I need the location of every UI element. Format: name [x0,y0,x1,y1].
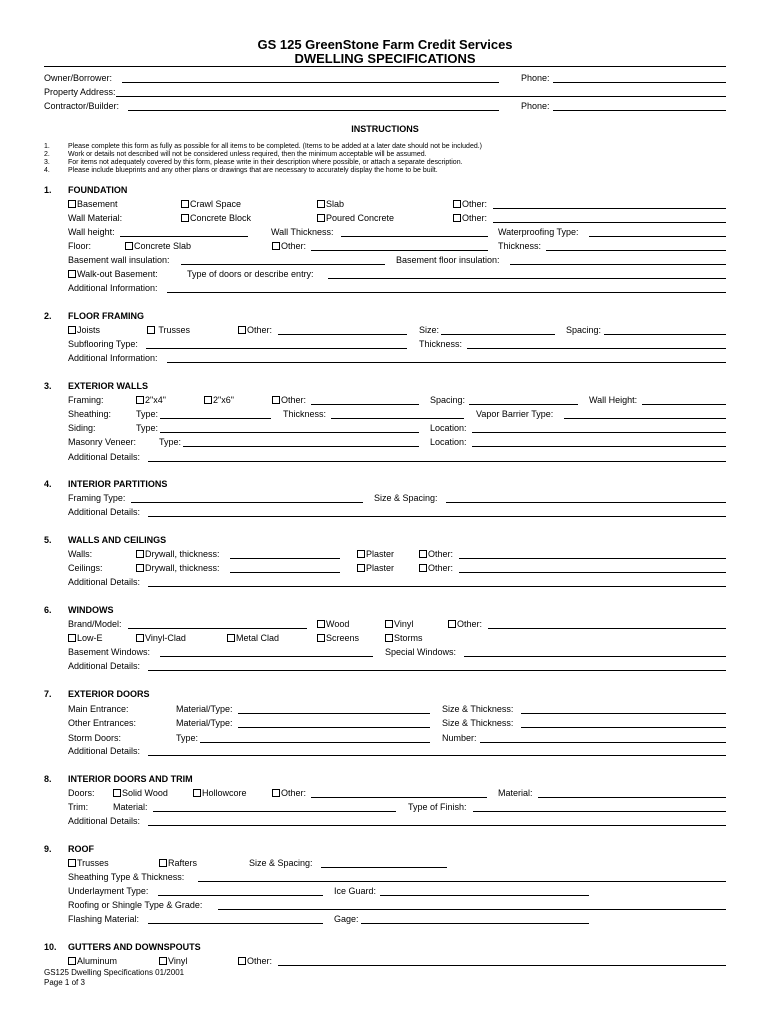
waterproofing-label: Waterproofing Type: [498,227,579,237]
basement-wall-insulation-field[interactable] [181,255,385,265]
section-number: 3. [44,381,52,391]
floor-thickness-field[interactable] [546,241,726,251]
vapor-barrier-field[interactable] [564,409,726,419]
partitions-additional-label: Additional Details: [68,507,141,517]
partition-size-spacing-label: Size & Spacing: [374,493,438,503]
other-size-field[interactable] [521,718,726,728]
flashing-field[interactable] [148,914,323,924]
screens-checkbox[interactable]: Screens [317,633,359,643]
instruction-num: 2. [44,151,50,158]
interior-doors-additional-label: Additional Details: [68,816,141,826]
instructions-heading: INSTRUCTIONS [351,124,419,134]
phone-field[interactable] [553,73,726,83]
section-number: 9. [44,844,52,854]
joist-spacing-field[interactable] [604,325,726,335]
framing-label: Framing: [68,395,104,405]
ice-guard-label: Ice Guard: [334,886,377,896]
walls-label: Walls: [68,549,93,559]
main-size-label: Size & Thickness: [442,704,514,714]
sheathing-label: Sheathing: [68,409,112,419]
subflooring-field[interactable] [146,339,407,349]
instruction-num: 3. [44,159,50,166]
floor-framing-other-field[interactable] [278,325,407,335]
joist-size-label: Size: [419,325,440,335]
instruction-num: 1. [44,143,50,150]
masonry-veneer-label: Masonry Veneer: [68,437,137,447]
storm-type-field[interactable] [200,733,430,743]
joist-size-field[interactable] [441,325,555,335]
window-other-field[interactable] [488,619,726,629]
basement-floor-insulation-field[interactable] [510,255,726,265]
main-entrance-label: Main Entrance: [68,704,129,714]
subfloor-thickness-label: Thickness: [419,339,463,349]
underlayment-field[interactable] [158,886,323,896]
ceilings-other-checkbox[interactable]: Other: [419,563,453,573]
floor-framing-other-checkbox[interactable]: Other: [238,325,272,335]
wood-checkbox[interactable]: Wood [317,619,349,629]
underlayment-label: Underlayment Type: [68,886,149,896]
walls-ceilings-additional-label: Additional Details: [68,577,141,587]
special-windows-field[interactable] [464,647,726,657]
interior-doors-other-checkbox[interactable]: Other: [272,788,306,798]
walls-other-checkbox[interactable]: Other: [419,549,453,559]
owner-field[interactable] [122,73,499,83]
wall-material-other-field[interactable] [493,213,726,223]
roof-size-spacing-field[interactable] [321,858,447,868]
basement-floor-insulation-label: Basement floor insulation: [396,255,500,265]
section-number: 1. [44,185,52,195]
basement-windows-label: Basement Windows: [68,647,151,657]
special-windows-label: Special Windows: [385,647,457,657]
2x4-checkbox[interactable]: 2"x4" [136,395,166,405]
phone-label: Phone: [521,73,550,83]
subfloor-thickness-field[interactable] [467,339,726,349]
gutter-other-checkbox[interactable]: Other: [238,956,272,966]
section-number: 6. [44,605,52,615]
metal-clad-checkbox[interactable]: Metal Clad [227,633,279,643]
gage-label: Gage: [334,914,359,924]
wall-material-other-checkbox[interactable]: Other: [453,213,487,223]
waterproofing-field[interactable] [589,227,726,237]
section-number: 2. [44,311,52,321]
header-rule [44,66,726,67]
walls-drywall-checkbox[interactable]: Drywall, thickness: [136,549,220,559]
section-number: 7. [44,689,52,699]
siding-label: Siding: [68,423,96,433]
door-type-label: Type of doors or describe entry: [187,269,314,279]
roof-trusses-checkbox[interactable]: Trusses [68,858,109,868]
ext-wall-height-label: Wall Height: [589,395,638,405]
2x6-checkbox[interactable]: 2"x6" [204,395,234,405]
window-vinyl-checkbox[interactable]: Vinyl [385,619,413,629]
stud-spacing-label: Spacing: [430,395,466,405]
other-material-label: Material/Type: [176,718,233,728]
wall-thickness-field[interactable] [341,227,488,237]
section-number: 8. [44,774,52,784]
sheathing-type-label: Type: [136,409,159,419]
instruction-text: Please include blueprints and any other plans or drawings that are necessary to accurately display the home to be built. [68,167,438,174]
poured-concrete-checkbox[interactable]: Poured Concrete [317,213,394,223]
section-number: 4. [44,479,52,489]
foundation-additional-label: Additional Information: [68,283,158,293]
floor-thickness-label: Thickness: [498,241,542,251]
sheathing-thickness-label: Thickness: [283,409,327,419]
roofing-grade-field[interactable] [218,900,726,910]
joist-spacing-label: Spacing: [566,325,602,335]
other-entrances-label: Other Entrances: [68,718,137,728]
floor-framing-additional-field[interactable] [167,353,726,363]
masonry-location-field[interactable] [472,437,726,447]
subflooring-label: Subflooring Type: [68,339,138,349]
interior-partitions-heading: INTERIOR PARTITIONS [68,479,168,489]
section-number: 10. [44,942,57,952]
aluminum-checkbox[interactable]: Aluminum [68,956,117,966]
storm-type-label: Type: [176,733,199,743]
instruction-text: For items not adequately covered by this form, please write in their description where possible, or attach a separate description. [68,159,463,166]
form-title: GS 125 GreenStone Farm Credit Services [257,37,513,52]
footer-form-id: GS125 Dwelling Specifications 01/2001 [44,968,185,977]
siding-type-field[interactable] [160,423,419,433]
rafters-checkbox[interactable]: Rafters [159,858,197,868]
brand-model-field[interactable] [128,619,307,629]
sheathing-thickness-field[interactable] [331,409,464,419]
vinyl-clad-checkbox[interactable]: Vinyl-Clad [136,633,186,643]
exterior-walls-heading: EXTERIOR WALLS [68,381,149,391]
contractor-label: Contractor/Builder: [44,101,120,111]
walls-other-field[interactable] [459,549,726,559]
door-material-label: Material: [498,788,533,798]
masonry-type-label: Type: [159,437,182,447]
instruction-text: Please complete this form as fully as possible for all items to be completed. (Items to be added at a later date should not be included.) [68,143,483,150]
low-e-checkbox[interactable]: Low-E [68,633,103,643]
floor-other-field[interactable] [311,241,488,251]
siding-location-field[interactable] [472,423,726,433]
framing-type-label: Framing Type: [68,493,126,503]
basement-wall-insulation-label: Basement wall insulation: [68,255,170,265]
hollowcore-checkbox[interactable]: Hollowcore [193,788,247,798]
partitions-additional-field[interactable] [148,507,726,517]
section-number: 5. [44,535,52,545]
crawl-space-checkbox[interactable]: Crawl Space [181,199,241,209]
interior-doors-other-field[interactable] [311,788,487,798]
ceilings-other-field[interactable] [459,563,726,573]
sheathing-type-field[interactable] [160,409,271,419]
concrete-block-checkbox[interactable]: Concrete Block [181,213,251,223]
address-label: Property Address: [44,87,116,97]
windows-additional-label: Additional Details: [68,661,141,671]
other-material-field[interactable] [238,718,430,728]
roof-heading: ROOF [68,844,94,854]
siding-location-label: Location: [430,423,467,433]
door-material-field[interactable] [538,788,726,798]
gutters-heading: GUTTERS AND DOWNSPOUTS [68,942,201,952]
address-field[interactable] [116,87,726,97]
finish-field[interactable] [473,802,726,812]
floor-framing-heading: FLOOR FRAMING [68,311,144,321]
foundation-heading: FOUNDATION [68,185,128,195]
windows-heading: WINDOWS [68,605,114,615]
exterior-doors-additional-label: Additional Details: [68,746,141,756]
masonry-type-field[interactable] [183,437,419,447]
floor-label: Floor: [68,241,92,251]
trim-material-label: Material: [113,802,148,812]
instruction-num: 4. [44,167,50,174]
exterior-walls-additional-label: Additional Details: [68,452,141,462]
ice-guard-field[interactable] [380,886,589,896]
interior-doors-heading: INTERIOR DOORS AND TRIM [68,774,193,784]
ceilings-label: Ceilings: [68,563,103,573]
main-size-field[interactable] [521,704,726,714]
walls-plaster-checkbox[interactable]: Plaster [357,549,394,559]
partition-size-spacing-field[interactable] [446,493,726,503]
storm-number-field[interactable] [480,733,726,743]
window-other-checkbox[interactable]: Other: [448,619,482,629]
contractor-phone-field[interactable] [553,101,726,111]
walls-ceilings-additional-field[interactable] [148,577,726,587]
siding-type-label: Type: [136,423,159,433]
ext-wall-height-field[interactable] [642,395,726,405]
storm-number-label: Number: [442,733,477,743]
foundation-other-checkbox[interactable]: Other: [453,199,487,209]
footer-page-number: Page 1 of 3 [44,978,85,987]
door-type-field[interactable] [328,269,726,279]
walls-drywall-field[interactable] [230,549,340,559]
exterior-walls-additional-field[interactable] [148,452,726,462]
contractor-phone-label: Phone: [521,101,550,111]
brand-model-label: Brand/Model: [68,619,122,629]
framing-other-checkbox[interactable]: Other: [272,395,306,405]
other-size-label: Size & Thickness: [442,718,514,728]
instruction-text: Work or details not described will not be considered unless required, then the minimum acceptable will be assumed. [68,151,427,158]
wall-height-label: Wall height: [68,227,115,237]
framing-type-field[interactable] [131,493,363,503]
vapor-barrier-label: Vapor Barrier Type: [476,409,554,419]
floor-framing-additional-label: Additional Information: [68,353,158,363]
roof-sheathing-field[interactable] [198,872,726,882]
gage-field[interactable] [361,914,589,924]
foundation-additional-field[interactable] [167,283,726,293]
walls-ceilings-heading: WALLS AND CEILINGS [68,535,167,545]
foundation-other-field[interactable] [493,199,726,209]
form-subtitle: DWELLING SPECIFICATIONS [294,51,476,66]
trusses-checkbox[interactable]: Trusses [147,325,190,335]
interior-doors-additional-field[interactable] [148,816,726,826]
roof-size-spacing-label: Size & Spacing: [249,858,313,868]
flashing-label: Flashing Material: [68,914,140,924]
finish-label: Type of Finish: [408,802,467,812]
wall-material-label: Wall Material: [68,213,123,223]
masonry-location-label: Location: [430,437,467,447]
basement-windows-field[interactable] [160,647,373,657]
ceilings-drywall-checkbox[interactable]: Drywall, thickness: [136,563,220,573]
main-material-field[interactable] [238,704,430,714]
owner-label: Owner/Borrower: [44,73,113,83]
trim-label: Trim: [68,802,89,812]
basement-checkbox[interactable]: Basement [68,199,118,209]
main-material-label: Material/Type: [176,704,233,714]
gutter-other-field[interactable] [278,956,726,966]
exterior-doors-heading: EXTERIOR DOORS [68,689,150,699]
concrete-slab-checkbox[interactable]: Concrete Slab [125,241,191,251]
exterior-doors-additional-field[interactable] [148,746,726,756]
trim-material-field[interactable] [153,802,396,812]
ceilings-drywall-field[interactable] [230,563,340,573]
ceilings-plaster-checkbox[interactable]: Plaster [357,563,394,573]
floor-other-checkbox[interactable]: Other: [272,241,306,251]
wall-height-field[interactable] [120,227,248,237]
doors-label: Doors: [68,788,95,798]
stud-spacing-field[interactable] [469,395,578,405]
wall-thickness-label: Wall Thickness: [271,227,334,237]
storms-checkbox[interactable]: Storms [385,633,423,643]
windows-additional-field[interactable] [148,661,726,671]
storm-doors-label: Storm Doors: [68,733,122,743]
walkout-checkbox[interactable]: Walk-out Basement: [68,269,158,279]
contractor-field[interactable] [128,101,499,111]
slab-checkbox[interactable]: Slab [317,199,344,209]
joists-checkbox[interactable]: Joists [68,325,100,335]
framing-other-field[interactable] [311,395,419,405]
roof-sheathing-label: Sheathing Type & Thickness: [68,872,185,882]
gutter-vinyl-checkbox[interactable]: Vinyl [159,956,187,966]
solid-wood-checkbox[interactable]: Solid Wood [113,788,168,798]
roofing-grade-label: Roofing or Shingle Type & Grade: [68,900,203,910]
